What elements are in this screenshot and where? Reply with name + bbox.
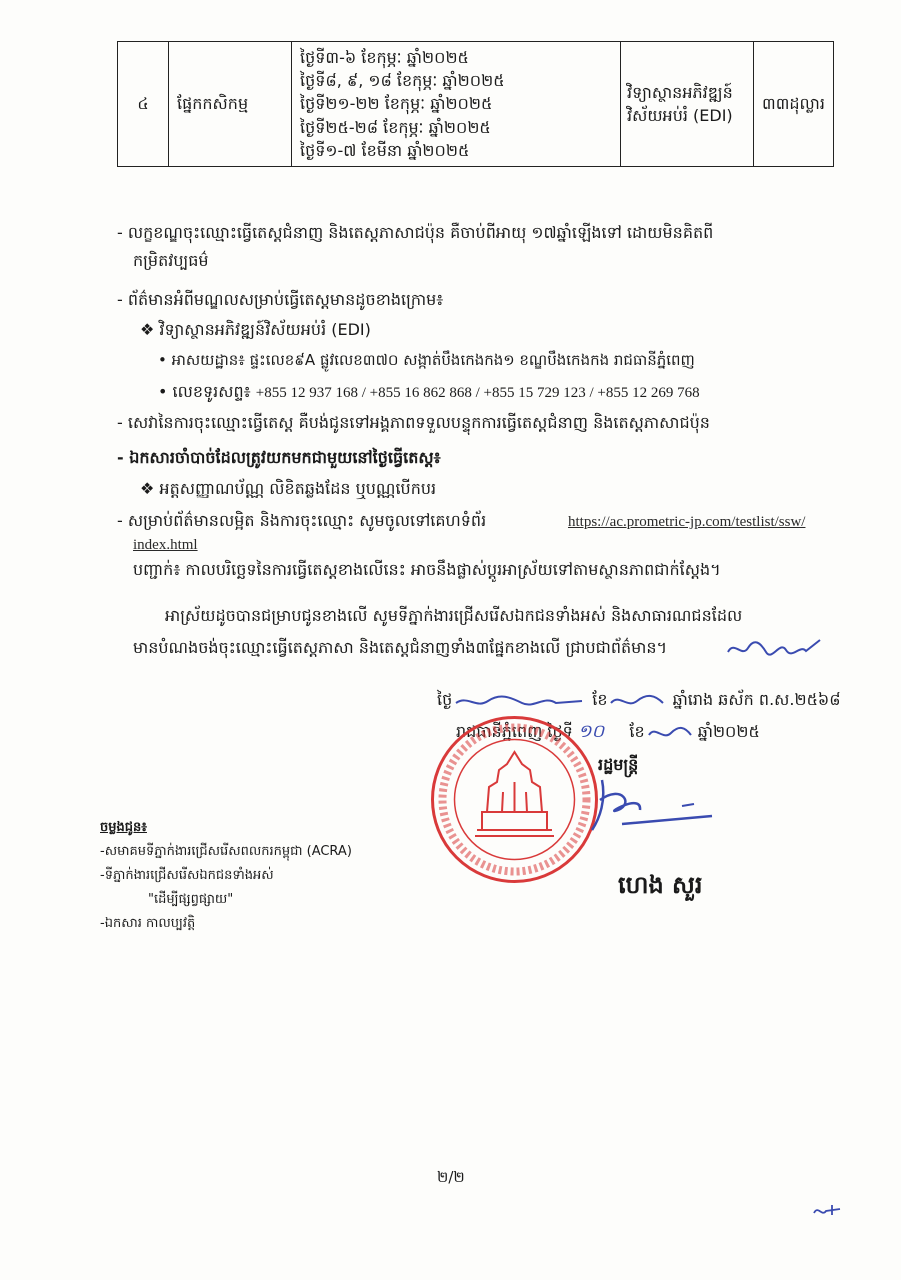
center-phone bbox=[158, 381, 700, 404]
solar-month-label: ខែ bbox=[629, 722, 645, 741]
date-line: ថ្ងៃទី៨, ៩, ១៨ ខែកុម្ភៈ ឆ្នាំ២០២៥ bbox=[300, 71, 505, 91]
eligibility-note-cont: កម្រិតវប្បធម៌ bbox=[133, 251, 209, 270]
phone-numbers: +855 12 937 168 / +855 16 862 868 / +855 15 729 123 / +855 12 269 768 bbox=[255, 385, 700, 401]
cc-item: -ទីភ្នាក់ងារជ្រើសរើសឯកជនទាំងអស់ bbox=[100, 868, 274, 883]
phone-label: • លេខទូរសព្ទ៖ bbox=[158, 382, 256, 401]
lunar-month-label: ខែ bbox=[592, 690, 608, 709]
minister-title: រដ្ឋមន្ត្រី bbox=[598, 755, 639, 774]
lunar-date-suffix: ឆ្នាំរោង ឆស័ក ព.ស.២៥៦៨ bbox=[672, 690, 841, 709]
cc-title: ចម្លងជូន៖ bbox=[100, 820, 147, 835]
table-row bbox=[118, 42, 834, 167]
docs-header: - ឯកសារចាំបាច់ដែលត្រូវយកមកជាមួយនៅថ្ងៃធ្វើតេស្ត៖ bbox=[117, 448, 441, 467]
minister-signature-icon bbox=[582, 770, 722, 840]
more-info-text: - សម្រាប់ព័ត៌មានលម្អិត និងការចុះឈ្មោះ សូមចូលទៅគេហទំព័រ bbox=[117, 511, 487, 530]
solar-date-prefix: រាជធានីភ្នំពេញ ថ្ងៃទី bbox=[456, 722, 573, 741]
solar-date-suffix: ឆ្នាំ២០២៥ bbox=[697, 722, 760, 741]
lunar-date bbox=[437, 689, 841, 711]
test-fee: ៣៣ដុល្លារ bbox=[754, 42, 834, 167]
cc-item: -សមាគមទីភ្នាក់ងារជ្រើសរើសពលករកម្ពុជា (ACRA) bbox=[100, 844, 352, 859]
test-list-link-cont[interactable]: index.html bbox=[133, 537, 198, 553]
remark: បញ្ជាក់៖ កាលបរិច្ឆេទនៃការធ្វើតេស្តខាងលើនេះ អាចនឹងផ្លាស់ប្តូរអាស្រ័យទៅតាមស្ថានភាពជាក់ស្តែង។ bbox=[133, 560, 721, 579]
test-field: ផ្នែកកសិកម្ម bbox=[169, 42, 292, 167]
handwritten-initials bbox=[724, 636, 824, 664]
test-dates bbox=[292, 42, 621, 167]
official-seal-icon bbox=[427, 712, 605, 887]
page-number: ២/២ bbox=[437, 1168, 465, 1186]
date-line: ថ្ងៃទី២១-២២ ខែកុម្ភៈ ឆ្នាំ២០២៥ bbox=[300, 94, 493, 114]
handwritten-solar-month bbox=[645, 723, 693, 743]
pen-mark-icon bbox=[812, 1203, 842, 1219]
handwritten-lunar-day bbox=[452, 691, 592, 711]
center-name: ❖ វិទ្យាស្ថានអភិវឌ្ឍន៍វិស័យអប់រំ (EDI) bbox=[140, 320, 371, 339]
date-line: ថ្ងៃទី១-៧ ខែមីនា ឆ្នាំ២០២៥ bbox=[300, 140, 470, 160]
cc-item: "ដើម្បីផ្សព្វផ្សាយ" bbox=[148, 892, 234, 907]
docs-item: ❖ អត្តសញ្ញាណប័ណ្ណ លិខិតឆ្លងដែន ឬបណ្ណបើកបរ bbox=[140, 479, 437, 498]
date-line: ថ្ងៃទី២៥-២៨ ខែកុម្ភៈ ឆ្នាំ២០២៥ bbox=[300, 117, 491, 137]
info-header: - ព័ត៌មានអំពីមណ្ឌលសម្រាប់ធ្វើតេស្តមានដូចខាងក្រោម៖ bbox=[117, 290, 444, 309]
handwritten-solar-day: ១០ bbox=[577, 721, 605, 742]
closing-line-2: មានបំណងចង់ចុះឈ្មោះធ្វើតេស្តភាសា និងតេស្តជំនាញទាំង៣ផ្នែកខាងលើ ជ្រាបជាព័ត៌មាន។ bbox=[133, 638, 668, 657]
cc-block bbox=[100, 816, 352, 936]
fee-note: - សេវានៃការចុះឈ្មោះធ្វើតេស្ត គឺបង់ជូនទៅអង្គភាពទទួលបន្ទុកការធ្វើតេស្តជំនាញ និងតេស្តភាសាជប៉ុន bbox=[117, 413, 710, 432]
institute-line: វិទ្យាស្ថានអភិវឌ្ឍន៍ bbox=[627, 82, 733, 102]
lunar-date-prefix: ថ្ងៃ bbox=[437, 690, 453, 709]
closing-line-1: អាស្រ័យដូចបានជម្រាបជូនខាងលើ សូមទីភ្នាក់ងារជ្រើសរើសឯកជនទាំងអស់ និងសាធារណជនដែល bbox=[165, 606, 743, 625]
test-list-link[interactable]: https://ac.prometric-jp.com/testlist/ssw/ bbox=[568, 514, 806, 530]
institute-line: វិស័យអប់រំ (EDI) bbox=[627, 105, 733, 125]
more-info bbox=[117, 510, 486, 532]
eligibility-note: - លក្ខខណ្ឌចុះឈ្មោះធ្វើតេស្តជំនាញ និងតេស្តភាសាជប៉ុន គឺចាប់ពីអាយុ ១៧ឆ្នាំឡើងទៅ ដោយមិនគិតពី bbox=[117, 223, 714, 242]
row-number: ៤ bbox=[118, 42, 169, 167]
cc-item: -ឯកសារ កាលប្បវត្តិ bbox=[100, 916, 196, 931]
center-address: • អាសយដ្ឋាន៖ ផ្ទះលេខ៩A ផ្លូវលេខ៣៧០ សង្កាត់បឹងកេងកង១ ខណ្ឌបឹងកេងកង រាជធានីភ្នំពេញ bbox=[158, 351, 695, 369]
test-institute bbox=[621, 42, 754, 167]
minister-name: ហេង សួរ bbox=[618, 871, 703, 899]
date-line: ថ្ងៃទី៣-៦ ខែកុម្ភៈ ឆ្នាំ២០២៥ bbox=[300, 48, 469, 67]
schedule-table bbox=[117, 41, 834, 167]
handwritten-lunar-month bbox=[607, 691, 667, 711]
